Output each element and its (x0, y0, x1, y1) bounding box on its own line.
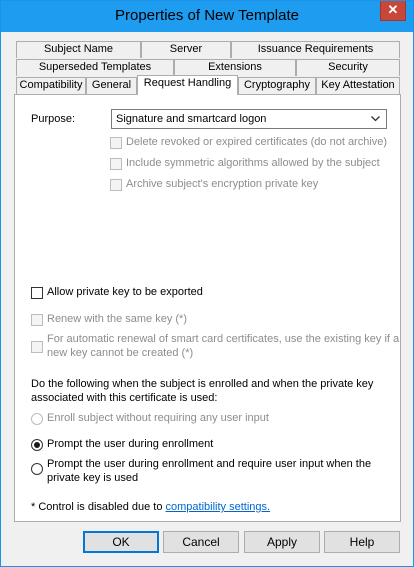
prompt-require-input-label-line1: Prompt the user during enrollment and require user input when the (47, 458, 372, 470)
auto-renewal-label-line1: For automatic renewal of smart card certificates, use the existing key if a (47, 333, 400, 345)
tab-label: Extensions (208, 61, 262, 73)
apply-button[interactable]: Apply (244, 531, 320, 553)
ok-button[interactable]: OK (83, 531, 159, 553)
prompt-user-radio[interactable] (31, 439, 43, 451)
tab-label: General (91, 79, 132, 91)
delete-revoked-label: Delete revoked or expired certificates (do not archive) (126, 136, 388, 148)
close-icon: ✕ (387, 2, 399, 17)
renew-same-key-label: Renew with the same key (*) (47, 313, 187, 325)
tab-label: Cryptography (243, 79, 311, 91)
tab-label: Subject Name (43, 43, 114, 55)
tab-compatibility[interactable] (16, 77, 86, 94)
cancel-button[interactable]: Cancel (163, 531, 239, 553)
allow-export-checkbox[interactable] (31, 287, 43, 299)
prompt-require-input-radio[interactable] (31, 463, 43, 475)
compatibility-settings-link[interactable]: compatibility settings. (165, 501, 271, 513)
radio-selected-dot (34, 442, 40, 448)
enrollment-heading-line2: associated with this certificate is used: (31, 392, 218, 404)
auto-renewal-checkbox[interactable] (31, 341, 43, 353)
tab-label: Request Handling (143, 77, 232, 89)
help-button[interactable]: Help (324, 531, 400, 553)
tab-security[interactable] (296, 59, 400, 76)
footnote-text: * Control is disabled due to (31, 501, 163, 513)
purpose-dropdown[interactable] (111, 109, 387, 129)
archive-key-label: Archive subject's encryption private key (126, 178, 319, 190)
close-button[interactable] (380, 1, 406, 21)
auto-renewal-label-line2: new key cannot be created (*) (47, 347, 194, 359)
purpose-value: Signature and smartcard logon (116, 113, 267, 125)
tab-label: Issuance Requirements (257, 43, 374, 55)
footnote (31, 501, 270, 513)
prompt-require-input-label-line2: private key is used (47, 472, 139, 484)
purpose-label: Purpose: (31, 113, 76, 125)
tab-label: Compatibility (19, 79, 83, 91)
delete-revoked-checkbox[interactable] (110, 137, 122, 149)
tab-label: Server (169, 43, 203, 55)
tab-request-handling[interactable] (137, 75, 238, 95)
include-symmetric-label: Include symmetric algorithms allowed by the subject (126, 157, 380, 169)
include-symmetric-checkbox[interactable] (110, 158, 122, 170)
tab-cryptography[interactable] (238, 77, 316, 94)
allow-export-label: Allow private key to be exported (47, 286, 203, 298)
title-bar[interactable] (1, 1, 413, 32)
enroll-without-input-label: Enroll subject without requiring any user input (47, 412, 269, 424)
tab-subject-name[interactable] (16, 41, 141, 58)
prompt-user-label: Prompt the user during enrollment (47, 438, 214, 450)
tab-extensions[interactable] (174, 59, 296, 76)
tab-key-attestation[interactable] (316, 77, 400, 94)
tab-label: Superseded Templates (38, 61, 152, 73)
chevron-down-icon (371, 116, 380, 122)
tab-general[interactable] (86, 77, 137, 94)
window-title: Properties of New Template (115, 7, 299, 24)
tab-server[interactable] (141, 41, 231, 58)
tab-label: Key Attestation (321, 79, 395, 91)
tab-label: Security (328, 61, 368, 73)
archive-key-checkbox[interactable] (110, 179, 122, 191)
renew-same-key-checkbox[interactable] (31, 314, 43, 326)
enroll-without-input-radio[interactable] (31, 413, 43, 425)
tab-issuance-requirements[interactable] (231, 41, 400, 58)
enrollment-heading-line1: Do the following when the subject is enrolled and when the private key (31, 378, 374, 390)
tab-superseded-templates[interactable] (16, 59, 174, 76)
